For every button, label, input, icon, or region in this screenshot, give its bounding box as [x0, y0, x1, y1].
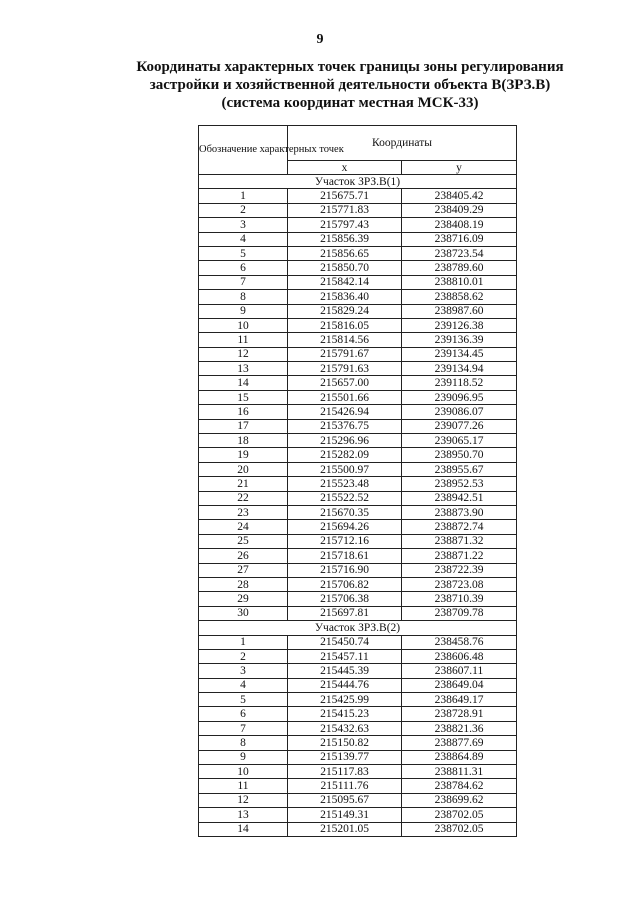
table-row	[199, 189, 517, 203]
table-row	[199, 362, 517, 376]
y-coordinate-cell: 238702.05	[402, 808, 517, 822]
x-coordinate-cell: 215706.38	[288, 592, 402, 606]
y-coordinate-cell: 238606.48	[402, 649, 517, 663]
point-number-cell: 15	[199, 390, 288, 404]
y-coordinate-cell: 239126.38	[402, 318, 517, 332]
table-row	[199, 664, 517, 678]
y-coordinate-cell: 238458.76	[402, 635, 517, 649]
y-coordinate-cell: 238405.42	[402, 189, 517, 203]
point-number-cell: 23	[199, 505, 288, 519]
y-coordinate-cell: 238649.17	[402, 693, 517, 707]
x-coordinate-cell: 215771.83	[288, 203, 402, 217]
coordinates-table	[198, 125, 517, 837]
x-coordinate-cell: 215445.39	[288, 664, 402, 678]
point-number-cell: 6	[199, 707, 288, 721]
x-coordinate-cell: 215797.43	[288, 218, 402, 232]
point-number-cell: 13	[199, 362, 288, 376]
table-row	[199, 434, 517, 448]
table-row	[199, 779, 517, 793]
y-coordinate-cell: 238871.22	[402, 549, 517, 563]
y-coordinate-cell: 238871.32	[402, 534, 517, 548]
y-coordinate-cell: 238723.08	[402, 577, 517, 591]
table-row	[199, 218, 517, 232]
y-coordinate-cell: 238987.60	[402, 304, 517, 318]
point-number-cell: 18	[199, 434, 288, 448]
table-row	[199, 736, 517, 750]
section-title: Участок ЗРЗ.В(2)	[199, 621, 517, 635]
x-coordinate-cell: 215718.61	[288, 549, 402, 563]
table-row	[199, 261, 517, 275]
x-coordinate-cell: 215850.70	[288, 261, 402, 275]
table-row	[199, 520, 517, 534]
point-number-cell: 5	[199, 693, 288, 707]
point-number-cell: 11	[199, 333, 288, 347]
y-coordinate-cell: 238699.62	[402, 793, 517, 807]
table-row	[199, 505, 517, 519]
x-coordinate-cell: 215716.90	[288, 563, 402, 577]
table-row	[199, 678, 517, 692]
header-designation: Обозначение характерных точек	[199, 126, 288, 175]
y-coordinate-cell: 239134.45	[402, 347, 517, 361]
x-coordinate-cell: 215856.39	[288, 232, 402, 246]
x-coordinate-cell: 215425.99	[288, 693, 402, 707]
section-row	[199, 621, 517, 635]
table-row	[199, 333, 517, 347]
table-row	[199, 246, 517, 260]
table-row	[199, 448, 517, 462]
x-coordinate-cell: 215457.11	[288, 649, 402, 663]
title-line-3: (система координат местная МСК-33)	[221, 95, 479, 111]
point-number-cell: 7	[199, 275, 288, 289]
x-coordinate-cell: 215657.00	[288, 376, 402, 390]
table-row	[199, 203, 517, 217]
y-coordinate-cell: 239065.17	[402, 434, 517, 448]
table-row	[199, 693, 517, 707]
point-number-cell: 11	[199, 779, 288, 793]
table-row	[199, 318, 517, 332]
point-number-cell: 14	[199, 822, 288, 836]
table-row	[199, 491, 517, 505]
point-number-cell: 3	[199, 664, 288, 678]
point-number-cell: 29	[199, 592, 288, 606]
point-number-cell: 4	[199, 678, 288, 692]
point-number-cell: 1	[199, 635, 288, 649]
point-number-cell: 2	[199, 203, 288, 217]
point-number-cell: 20	[199, 462, 288, 476]
table-row	[199, 707, 517, 721]
y-coordinate-cell: 238858.62	[402, 290, 517, 304]
x-coordinate-cell: 215500.97	[288, 462, 402, 476]
point-number-cell: 9	[199, 304, 288, 318]
x-coordinate-cell: 215282.09	[288, 448, 402, 462]
header-y: y	[402, 161, 517, 175]
table-row	[199, 376, 517, 390]
point-number-cell: 16	[199, 405, 288, 419]
x-coordinate-cell: 215791.63	[288, 362, 402, 376]
table-row	[199, 290, 517, 304]
y-coordinate-cell: 238728.91	[402, 707, 517, 721]
table-row	[199, 477, 517, 491]
table-row	[199, 808, 517, 822]
x-coordinate-cell: 215111.76	[288, 779, 402, 793]
title-line-2: застройки и хозяйственной деятельности объекта В(ЗРЗ.В)	[149, 77, 551, 93]
x-coordinate-cell: 215791.67	[288, 347, 402, 361]
y-coordinate-cell: 238607.11	[402, 664, 517, 678]
x-coordinate-cell: 215842.14	[288, 275, 402, 289]
point-number-cell: 13	[199, 808, 288, 822]
x-coordinate-cell: 215697.81	[288, 606, 402, 620]
table-row	[199, 405, 517, 419]
point-number-cell: 8	[199, 290, 288, 304]
point-number-cell: 5	[199, 246, 288, 260]
x-coordinate-cell: 215670.35	[288, 505, 402, 519]
title-line-1: Координаты характерных точек границы зоны регулирования	[136, 59, 564, 75]
y-coordinate-cell: 238942.51	[402, 491, 517, 505]
point-number-cell: 25	[199, 534, 288, 548]
y-coordinate-cell: 239077.26	[402, 419, 517, 433]
x-coordinate-cell: 215501.66	[288, 390, 402, 404]
header-x: x	[288, 161, 402, 175]
table-row	[199, 577, 517, 591]
table-row	[199, 347, 517, 361]
x-coordinate-cell: 215523.48	[288, 477, 402, 491]
y-coordinate-cell: 238408.19	[402, 218, 517, 232]
point-number-cell: 24	[199, 520, 288, 534]
x-coordinate-cell: 215522.52	[288, 491, 402, 505]
point-number-cell: 3	[199, 218, 288, 232]
table-row	[199, 534, 517, 548]
y-coordinate-cell: 238716.09	[402, 232, 517, 246]
point-number-cell: 27	[199, 563, 288, 577]
point-number-cell: 26	[199, 549, 288, 563]
table-row	[199, 822, 517, 836]
table-row	[199, 592, 517, 606]
x-coordinate-cell: 215432.63	[288, 721, 402, 735]
point-number-cell: 19	[199, 448, 288, 462]
table-row	[199, 793, 517, 807]
table-row	[199, 750, 517, 764]
y-coordinate-cell: 238702.05	[402, 822, 517, 836]
table-row	[199, 765, 517, 779]
table-row	[199, 304, 517, 318]
point-number-cell: 12	[199, 793, 288, 807]
section-row	[199, 175, 517, 189]
point-number-cell: 1	[199, 189, 288, 203]
y-coordinate-cell: 239134.94	[402, 362, 517, 376]
table-row	[199, 419, 517, 433]
x-coordinate-cell: 215856.65	[288, 246, 402, 260]
point-number-cell: 2	[199, 649, 288, 663]
point-number-cell: 8	[199, 736, 288, 750]
y-coordinate-cell: 238649.04	[402, 678, 517, 692]
y-coordinate-cell: 238789.60	[402, 261, 517, 275]
y-coordinate-cell: 238811.31	[402, 765, 517, 779]
y-coordinate-cell: 238710.39	[402, 592, 517, 606]
x-coordinate-cell: 215376.75	[288, 419, 402, 433]
point-number-cell: 7	[199, 721, 288, 735]
y-coordinate-cell: 238877.69	[402, 736, 517, 750]
point-number-cell: 10	[199, 765, 288, 779]
page-number: 9	[316, 32, 324, 47]
point-number-cell: 14	[199, 376, 288, 390]
point-number-cell: 28	[199, 577, 288, 591]
point-number-cell: 17	[199, 419, 288, 433]
y-coordinate-cell: 238955.67	[402, 462, 517, 476]
table-row	[199, 232, 517, 246]
x-coordinate-cell: 215712.16	[288, 534, 402, 548]
table-row	[199, 649, 517, 663]
table-body	[199, 175, 517, 837]
point-number-cell: 30	[199, 606, 288, 620]
y-coordinate-cell: 239086.07	[402, 405, 517, 419]
x-coordinate-cell: 215829.24	[288, 304, 402, 318]
x-coordinate-cell: 215296.96	[288, 434, 402, 448]
table-row	[199, 563, 517, 577]
y-coordinate-cell: 238784.62	[402, 779, 517, 793]
point-number-cell: 4	[199, 232, 288, 246]
x-coordinate-cell: 215816.05	[288, 318, 402, 332]
y-coordinate-cell: 239118.52	[402, 376, 517, 390]
table-row	[199, 606, 517, 620]
table-row	[199, 275, 517, 289]
y-coordinate-cell: 238722.39	[402, 563, 517, 577]
x-coordinate-cell: 215415.23	[288, 707, 402, 721]
section-title: Участок ЗРЗ.В(1)	[199, 175, 517, 189]
y-coordinate-cell: 238709.78	[402, 606, 517, 620]
y-coordinate-cell: 238723.54	[402, 246, 517, 260]
table-row	[199, 549, 517, 563]
y-coordinate-cell: 238409.29	[402, 203, 517, 217]
y-coordinate-cell: 239136.39	[402, 333, 517, 347]
x-coordinate-cell: 215814.56	[288, 333, 402, 347]
x-coordinate-cell: 215095.67	[288, 793, 402, 807]
x-coordinate-cell: 215426.94	[288, 405, 402, 419]
x-coordinate-cell: 215694.26	[288, 520, 402, 534]
point-number-cell: 10	[199, 318, 288, 332]
document-title	[100, 58, 600, 112]
y-coordinate-cell: 239096.95	[402, 390, 517, 404]
y-coordinate-cell: 238810.01	[402, 275, 517, 289]
x-coordinate-cell: 215201.05	[288, 822, 402, 836]
table-row	[199, 635, 517, 649]
y-coordinate-cell: 238950.70	[402, 448, 517, 462]
y-coordinate-cell: 238872.74	[402, 520, 517, 534]
x-coordinate-cell: 215450.74	[288, 635, 402, 649]
x-coordinate-cell: 215117.83	[288, 765, 402, 779]
point-number-cell: 12	[199, 347, 288, 361]
x-coordinate-cell: 215706.82	[288, 577, 402, 591]
x-coordinate-cell: 215139.77	[288, 750, 402, 764]
x-coordinate-cell: 215675.71	[288, 189, 402, 203]
x-coordinate-cell: 215150.82	[288, 736, 402, 750]
y-coordinate-cell: 238952.53	[402, 477, 517, 491]
header-coordinates: Координаты	[288, 126, 517, 161]
x-coordinate-cell: 215149.31	[288, 808, 402, 822]
point-number-cell: 21	[199, 477, 288, 491]
x-coordinate-cell: 215836.40	[288, 290, 402, 304]
y-coordinate-cell: 238873.90	[402, 505, 517, 519]
y-coordinate-cell: 238821.36	[402, 721, 517, 735]
x-coordinate-cell: 215444.76	[288, 678, 402, 692]
point-number-cell: 9	[199, 750, 288, 764]
y-coordinate-cell: 238864.89	[402, 750, 517, 764]
point-number-cell: 6	[199, 261, 288, 275]
table-row	[199, 462, 517, 476]
point-number-cell: 22	[199, 491, 288, 505]
table-row	[199, 721, 517, 735]
table-row	[199, 390, 517, 404]
